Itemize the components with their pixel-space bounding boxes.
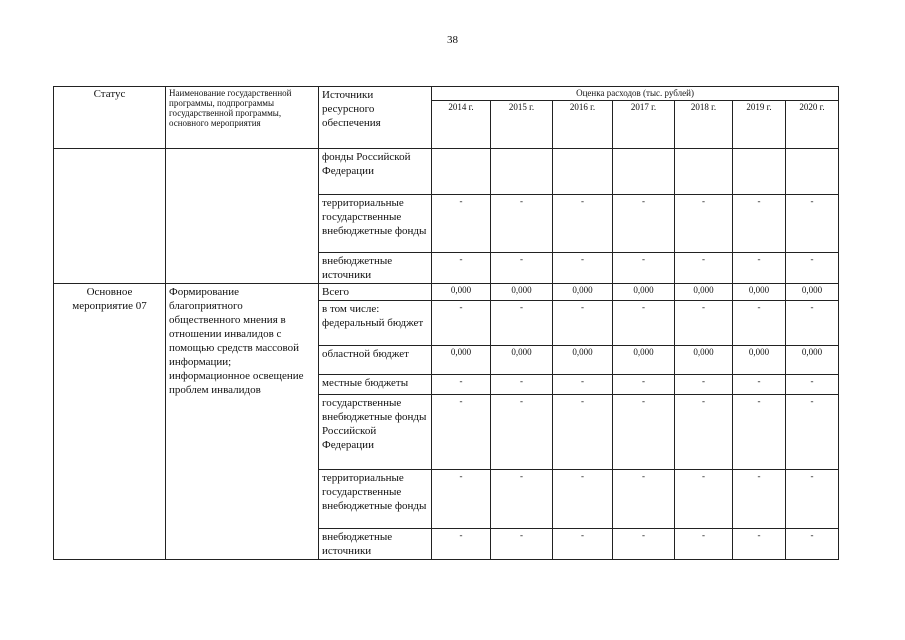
value-cell: - (613, 301, 675, 346)
source-cell: государственные внебюджетные фонды Российской Федерации (319, 395, 432, 470)
value-cell: 0,000 (786, 346, 839, 375)
header-status: Статус (54, 87, 166, 149)
value-cell: 0,000 (733, 346, 786, 375)
value-cell: - (553, 195, 613, 253)
value-cell: 0,000 (733, 284, 786, 301)
value-cell: - (553, 375, 613, 395)
header-year: 2019 г. (733, 101, 786, 149)
value-cell: - (553, 470, 613, 529)
value-cell (733, 149, 786, 195)
name-cell-empty (166, 149, 319, 284)
value-cell: - (491, 301, 553, 346)
header-name: Наименование государственной программы, подпрограммы государственной программы, основного мероприятия (166, 87, 319, 149)
value-cell (786, 149, 839, 195)
header-year: 2015 г. (491, 101, 553, 149)
value-cell: 0,000 (432, 346, 491, 375)
value-cell: - (613, 195, 675, 253)
value-cell: - (613, 375, 675, 395)
value-cell: - (432, 529, 491, 560)
value-cell: 0,000 (675, 346, 733, 375)
value-cell: - (786, 375, 839, 395)
value-cell: - (786, 253, 839, 284)
value-cell: - (613, 529, 675, 560)
value-cell: 0,000 (613, 284, 675, 301)
value-cell: - (491, 253, 553, 284)
value-cell: - (675, 195, 733, 253)
value-cell: - (432, 253, 491, 284)
table-row (54, 284, 839, 301)
value-cell: - (733, 470, 786, 529)
value-cell: 0,000 (613, 346, 675, 375)
page-number: 38 (447, 34, 458, 46)
value-cell: - (491, 529, 553, 560)
value-cell: - (613, 253, 675, 284)
source-cell: внебюджетные источники (319, 253, 432, 284)
source-cell: местные бюджеты (319, 375, 432, 395)
value-cell: - (733, 395, 786, 470)
value-cell: - (786, 301, 839, 346)
value-cell: - (786, 470, 839, 529)
value-cell: - (553, 529, 613, 560)
status-cell: Основное мероприятие 07 (54, 284, 166, 560)
value-cell: - (491, 395, 553, 470)
value-cell: - (432, 195, 491, 253)
value-cell (432, 149, 491, 195)
value-cell: - (675, 395, 733, 470)
value-cell: - (432, 375, 491, 395)
header-year: 2020 г. (786, 101, 839, 149)
name-cell: Формирование благоприятного общественного мнения в отношении инвалидов с помощью средств массовой информации; информационное освещение проблем инвалидов (166, 284, 319, 560)
value-cell: - (733, 253, 786, 284)
value-cell (613, 149, 675, 195)
source-cell: Всего (319, 284, 432, 301)
value-cell: 0,000 (491, 346, 553, 375)
value-cell: - (491, 195, 553, 253)
value-cell: - (432, 395, 491, 470)
value-cell (491, 149, 553, 195)
value-cell: 0,000 (491, 284, 553, 301)
source-cell: внебюджетные источники (319, 529, 432, 560)
value-cell: - (675, 470, 733, 529)
header-cost-group: Оценка расходов (тыс. рублей) (432, 87, 839, 101)
value-cell: - (553, 301, 613, 346)
value-cell: 0,000 (553, 346, 613, 375)
status-cell-empty (54, 149, 166, 284)
value-cell: - (733, 529, 786, 560)
value-cell: - (675, 301, 733, 346)
value-cell: - (675, 529, 733, 560)
value-cell: - (675, 375, 733, 395)
value-cell: - (432, 470, 491, 529)
header-year: 2014 г. (432, 101, 491, 149)
source-cell: фонды Российской Федерации (319, 149, 432, 195)
value-cell: - (613, 470, 675, 529)
value-cell: - (491, 375, 553, 395)
value-cell: 0,000 (432, 284, 491, 301)
value-cell: 0,000 (786, 284, 839, 301)
header-year: 2018 г. (675, 101, 733, 149)
value-cell (553, 149, 613, 195)
value-cell: - (553, 253, 613, 284)
header-year: 2017 г. (613, 101, 675, 149)
source-cell: территориальные государственные внебюджетные фонды (319, 195, 432, 253)
value-cell: - (733, 301, 786, 346)
value-cell: - (733, 375, 786, 395)
header-year: 2016 г. (553, 101, 613, 149)
budget-table (53, 86, 839, 560)
value-cell: - (786, 529, 839, 560)
value-cell: - (733, 195, 786, 253)
value-cell: - (613, 395, 675, 470)
value-cell: 0,000 (553, 284, 613, 301)
table-row (54, 149, 839, 195)
source-cell: областной бюджет (319, 346, 432, 375)
value-cell: - (432, 301, 491, 346)
value-cell: - (786, 395, 839, 470)
value-cell: - (553, 395, 613, 470)
value-cell (675, 149, 733, 195)
value-cell: 0,000 (675, 284, 733, 301)
header-sources: Источники ресурсного обеспечения (319, 87, 432, 149)
source-cell: территориальные государственные внебюджетные фонды (319, 470, 432, 529)
value-cell: - (675, 253, 733, 284)
value-cell: - (786, 195, 839, 253)
value-cell: - (491, 470, 553, 529)
source-cell: в том числе: федеральный бюджет (319, 301, 432, 346)
